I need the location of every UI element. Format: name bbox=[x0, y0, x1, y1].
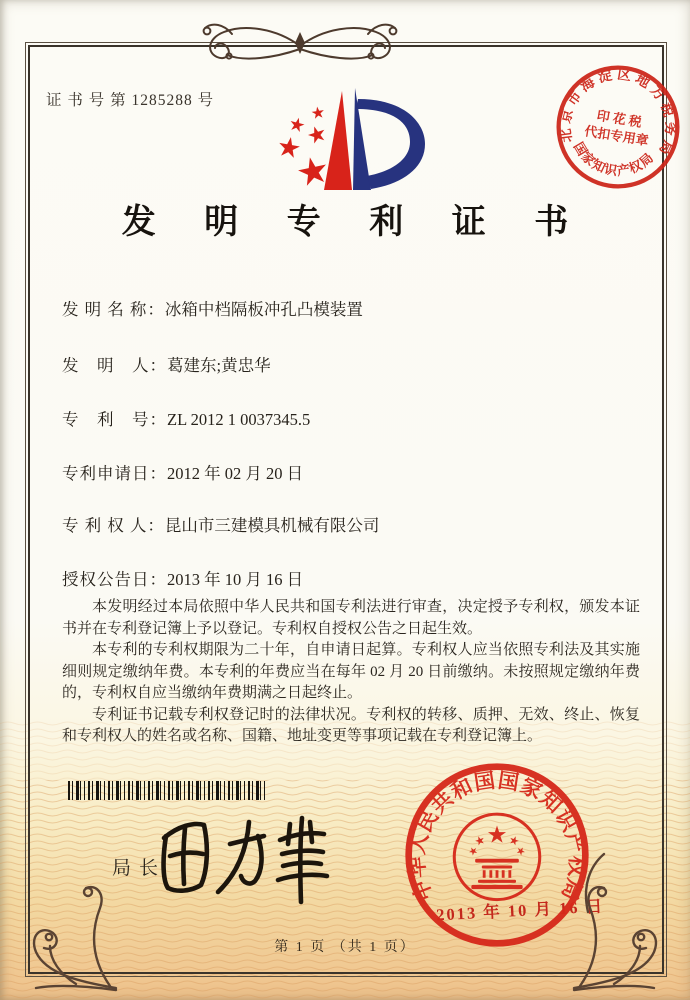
field-patent-number bbox=[62, 406, 622, 430]
cnipa-patent-logo-icon bbox=[253, 84, 445, 196]
field-value: 2013 年 10 月 16 日 bbox=[167, 570, 304, 589]
seal-date: 2013 年 10 月 16 日 bbox=[435, 896, 605, 925]
national-emblem-icon bbox=[454, 814, 540, 900]
tax-stamp-arc-top: 北京市海淀区地方税务局 bbox=[558, 67, 678, 161]
field-grant-date bbox=[62, 566, 622, 590]
commissioner-name bbox=[0, 0, 1, 1]
certificate-number: 证 书 号 第 1285288 号 bbox=[46, 92, 215, 109]
commissioner-title: 局长 bbox=[112, 858, 167, 879]
field-value: 昆山市三建模具机械有限公司 bbox=[164, 516, 380, 535]
field-label: 专利申请日： bbox=[62, 464, 167, 483]
corner-flourish-icon bbox=[16, 842, 120, 992]
field-inventor bbox=[62, 352, 622, 376]
field-label: 发 明 名 称： bbox=[62, 300, 165, 319]
seal-ring-text: 中华人民共和国国家知识产权局 bbox=[404, 768, 590, 905]
dragon-flourish-icon bbox=[172, 12, 428, 74]
cnipa-official-seal bbox=[402, 760, 592, 950]
field-filing-date bbox=[62, 460, 622, 484]
field-invention-name bbox=[62, 296, 622, 320]
certificate-barcode bbox=[68, 781, 266, 800]
legal-paragraph: 专利证书记载专利权登记时的法律状况。专利权的转移、质押、无效、终止、恢复和专利权人的姓名或名称、国籍、地址变更等事项记载在专利登记簿上。 bbox=[62, 706, 640, 744]
field-value: 冰箱中档隔板冲孔凸模装置 bbox=[164, 300, 363, 319]
legal-text bbox=[62, 597, 640, 748]
legal-paragraph: 本专利的专利权期限为二十年，自申请日起算。专利权人应当依照专利法及其实施细则规定缴纳年费。本专利的年费应当在每年 02 月 20 日前缴纳。未按照规定缴纳年费的，专利权自应当缴纳年费期满之日起终止。 bbox=[62, 642, 640, 701]
field-label: 专 利 权 人： bbox=[62, 516, 165, 535]
field-label: 授权公告日： bbox=[62, 570, 167, 589]
commissioner-signature bbox=[152, 806, 332, 910]
field-value: ZL 2012 1 0037345.5 bbox=[167, 410, 311, 429]
field-label: 发 明 人： bbox=[62, 356, 167, 375]
tax-stamp-line2: 代扣专用章 bbox=[583, 123, 650, 149]
field-label: 专 利 号： bbox=[62, 410, 167, 429]
field-value: 葛建东;黄忠华 bbox=[167, 356, 271, 375]
field-patentee bbox=[62, 512, 622, 536]
legal-paragraph: 本发明经过本局依照中华人民共和国专利法进行审查，决定授予专利权，颁发本证书并在专利登记簿上予以登记。专利权自授权公告之日起生效。 bbox=[62, 599, 640, 637]
page-number: 第 1 页 （共 1 页） bbox=[274, 940, 416, 955]
tax-stamp-line1: 印 花 税 bbox=[595, 107, 643, 130]
tax-stamp bbox=[541, 50, 690, 203]
tax-stamp-arc-bottom: 国家知识产权局 bbox=[570, 139, 657, 179]
certificate-title: 发 明 专 利 证 书 bbox=[121, 204, 589, 241]
field-value: 2012 年 02 月 20 日 bbox=[167, 464, 304, 483]
